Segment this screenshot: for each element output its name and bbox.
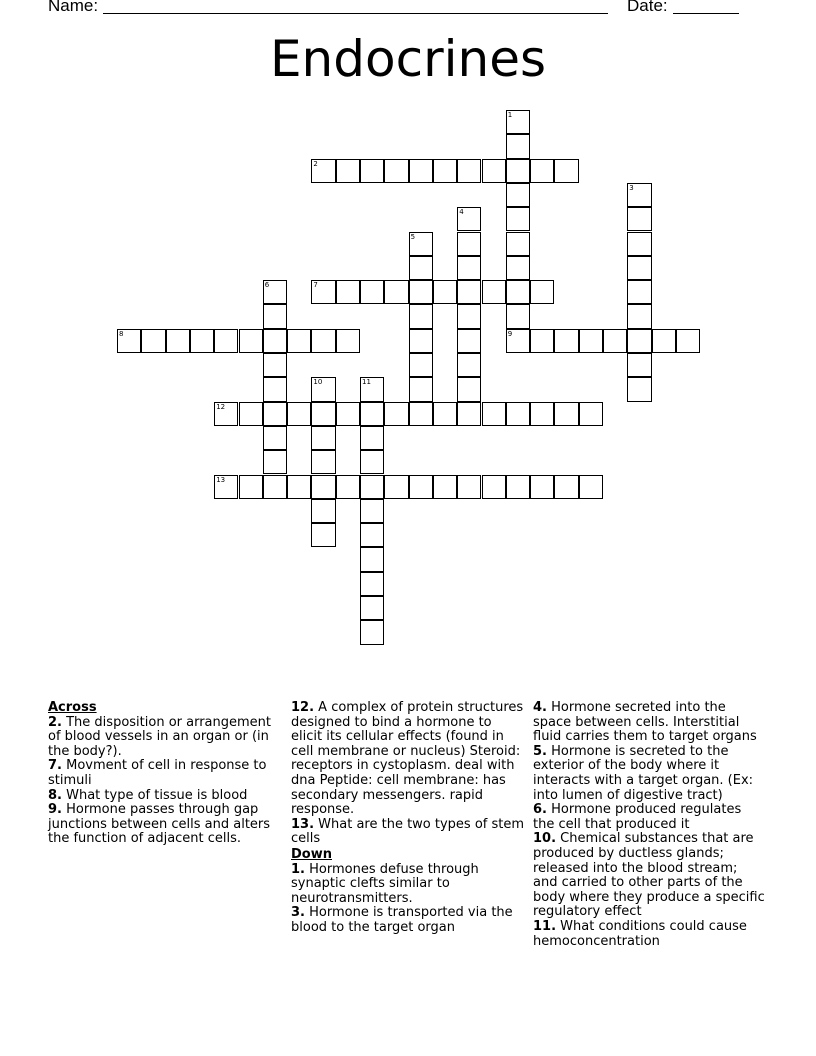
grid-cell[interactable] xyxy=(409,475,433,499)
grid-cell[interactable] xyxy=(627,377,651,401)
grid-cell[interactable] xyxy=(457,402,481,426)
grid-cell[interactable] xyxy=(482,402,506,426)
grid-cell[interactable] xyxy=(554,329,578,353)
grid-cell[interactable] xyxy=(506,207,530,231)
grid-cell[interactable] xyxy=(627,304,651,328)
grid-cell[interactable] xyxy=(263,353,287,377)
grid-cell[interactable] xyxy=(433,159,457,183)
grid-cell[interactable] xyxy=(627,232,651,256)
grid-cell[interactable] xyxy=(263,280,287,304)
grid-cell[interactable] xyxy=(311,280,335,304)
grid-cell[interactable] xyxy=(360,280,384,304)
clue-number: 13. xyxy=(291,816,315,832)
clue-across-12 xyxy=(291,701,525,818)
grid-cell[interactable] xyxy=(554,402,578,426)
grid-cell[interactable] xyxy=(336,402,360,426)
grid-cell[interactable] xyxy=(311,159,335,183)
grid-cell[interactable] xyxy=(384,280,408,304)
grid-cell[interactable] xyxy=(239,475,263,499)
grid-cell[interactable] xyxy=(287,475,311,499)
clue-number: 5. xyxy=(533,743,547,759)
clue-text: Hormone is secreted to the exterior of the body where it interacts with a target organ. (Ex: into lumen of digestive tract) xyxy=(533,743,754,803)
grid-cell[interactable] xyxy=(433,475,457,499)
grid-cell[interactable] xyxy=(409,304,433,328)
clue-down-6 xyxy=(533,803,765,832)
clue-number-label: 2 xyxy=(313,159,318,168)
clue-text: Hormones defuse through synaptic clefts similar to neurotransmitters. xyxy=(291,861,479,906)
grid-cell[interactable] xyxy=(457,159,481,183)
clue-text: The disposition or arrangement of blood vessels in an organ or (in the body?). xyxy=(48,714,271,759)
clue-down-10 xyxy=(533,832,765,920)
grid-cell[interactable] xyxy=(579,402,603,426)
grid-cell[interactable] xyxy=(627,256,651,280)
clue-number: 9. xyxy=(48,802,62,818)
clue-text: Hormone secreted into the space between cells. Interstitial fluid carries them to target organs xyxy=(533,700,757,745)
clue-column-3 xyxy=(533,701,765,949)
grid-cell[interactable] xyxy=(360,499,384,523)
clue-text: Hormone passes through gap junctions between cells and alters the function of adjacent cells. xyxy=(48,802,271,847)
clue-text: A complex of protein structures designed to bind a hormone to elicit its cellular effects (found in cell membrane or nucleus) Steroid: receptors in cystoplasm. deal with dna Peptide: cell membrane: has secondary messengers. rapid response. xyxy=(291,700,524,818)
grid-cell[interactable] xyxy=(457,475,481,499)
clue-number: 3. xyxy=(291,905,305,921)
clue-number: 11. xyxy=(533,918,557,934)
grid-cell[interactable] xyxy=(554,159,578,183)
clue-number-label: 11 xyxy=(362,378,371,387)
grid-cell[interactable] xyxy=(214,402,238,426)
grid-cell[interactable] xyxy=(263,426,287,450)
clue-number: 6. xyxy=(533,802,547,818)
clue-column-2 xyxy=(291,701,525,936)
grid-cell[interactable] xyxy=(409,377,433,401)
grid-cell[interactable] xyxy=(263,402,287,426)
grid-cell[interactable] xyxy=(457,207,481,231)
grid-cell[interactable] xyxy=(360,426,384,450)
clue-number: 4. xyxy=(533,700,547,715)
clue-column-1 xyxy=(48,701,280,847)
page-title: Endocrines xyxy=(269,30,547,88)
grid-cell[interactable] xyxy=(409,159,433,183)
grid-cell[interactable] xyxy=(263,450,287,474)
grid-cell[interactable] xyxy=(457,256,481,280)
grid-cell[interactable] xyxy=(384,475,408,499)
grid-cell[interactable] xyxy=(239,329,263,353)
clue-number-label: 12 xyxy=(216,402,226,411)
grid-cell[interactable] xyxy=(457,232,481,256)
grid-cell[interactable] xyxy=(311,499,335,523)
grid-cell[interactable] xyxy=(457,304,481,328)
grid-cell[interactable] xyxy=(579,329,603,353)
grid-cell[interactable] xyxy=(627,207,651,231)
clue-number: 7. xyxy=(48,758,62,774)
grid-cell[interactable] xyxy=(409,353,433,377)
down-heading: Down xyxy=(291,846,332,862)
clue-number-label: 13 xyxy=(216,475,226,484)
grid-cell[interactable] xyxy=(506,256,530,280)
clue-text: Hormone produced regulates the cell that produced it xyxy=(533,802,742,832)
clue-text: Hormone is transported via the blood to the target organ xyxy=(291,905,513,935)
grid-cell[interactable] xyxy=(627,329,651,353)
clue-number-label: 1 xyxy=(507,111,513,119)
grid-cell[interactable] xyxy=(409,256,433,280)
grid-cell[interactable] xyxy=(384,402,408,426)
clue-number-label: 6 xyxy=(264,281,270,290)
grid-cell[interactable] xyxy=(360,377,384,401)
grid-cell[interactable] xyxy=(409,232,433,256)
grid-cell[interactable] xyxy=(311,450,335,474)
clue-down-1 xyxy=(291,863,525,907)
clue-number: 12. xyxy=(291,700,315,715)
grid-cell[interactable] xyxy=(554,475,578,499)
grid-cell[interactable] xyxy=(627,183,651,207)
grid-cell[interactable] xyxy=(263,304,287,328)
clue-down-3 xyxy=(291,906,525,935)
grid-cell[interactable] xyxy=(311,377,335,401)
grid-cell[interactable] xyxy=(360,547,384,571)
grid-cell[interactable] xyxy=(360,523,384,547)
grid-cell[interactable] xyxy=(506,134,530,158)
clue-number: 2. xyxy=(48,714,62,730)
clue-number: 8. xyxy=(48,787,62,803)
grid-cell[interactable] xyxy=(506,475,530,499)
grid-cell[interactable] xyxy=(506,159,530,183)
grid-cell[interactable] xyxy=(311,475,335,499)
grid-cell[interactable] xyxy=(166,329,190,353)
grid-cell[interactable] xyxy=(360,572,384,596)
grid-cell[interactable] xyxy=(506,183,530,207)
grid-cell[interactable] xyxy=(457,329,481,353)
grid-cell[interactable] xyxy=(336,329,360,353)
clue-down-11 xyxy=(533,920,765,949)
grid-cell[interactable] xyxy=(506,402,530,426)
grid-cell[interactable] xyxy=(360,159,384,183)
grid-cell[interactable] xyxy=(360,450,384,474)
grid-cell[interactable] xyxy=(433,402,457,426)
grid-cell[interactable] xyxy=(457,353,481,377)
grid-cell[interactable] xyxy=(506,280,530,304)
grid-cell[interactable] xyxy=(506,110,530,134)
grid-cell[interactable] xyxy=(360,475,384,499)
clue-text: Chemical substances that are produced by ductless glands; released into the blood stream; and carried to other parts of the body where they produce a specific regulatory effect xyxy=(533,831,765,920)
grid-cell[interactable] xyxy=(190,329,214,353)
clue-number-label: 9 xyxy=(507,329,513,338)
grid-cell[interactable] xyxy=(336,475,360,499)
grid-cell[interactable] xyxy=(263,377,287,401)
grid-cell[interactable] xyxy=(409,329,433,353)
across-heading: Across xyxy=(48,700,97,715)
grid-cell[interactable] xyxy=(263,329,287,353)
clue-number-label: 7 xyxy=(313,281,318,290)
grid-cell[interactable] xyxy=(311,426,335,450)
grid-cell[interactable] xyxy=(506,329,530,353)
grid-cell[interactable] xyxy=(433,280,457,304)
grid-cell[interactable] xyxy=(627,280,651,304)
grid-cell[interactable] xyxy=(311,523,335,547)
clue-down-4 xyxy=(533,701,765,745)
grid-cell[interactable] xyxy=(530,475,554,499)
grid-cell[interactable] xyxy=(603,329,627,353)
clue-number-label: 10 xyxy=(313,378,323,387)
grid-cell[interactable] xyxy=(336,159,360,183)
clue-number-label: 5 xyxy=(410,232,416,241)
grid-cell[interactable] xyxy=(530,329,554,353)
clue-number-label: 4 xyxy=(459,208,464,217)
grid-cell[interactable] xyxy=(287,402,311,426)
clue-number-label: 8 xyxy=(119,329,124,338)
clue-text: Movment of cell in response to stimuli xyxy=(48,758,267,788)
grid-cell[interactable] xyxy=(482,475,506,499)
col1-clues xyxy=(48,716,280,847)
grid-cell[interactable] xyxy=(409,402,433,426)
grid-cell[interactable] xyxy=(360,596,384,620)
grid-cell[interactable] xyxy=(214,475,238,499)
clue-across-8 xyxy=(48,789,280,804)
grid-cell[interactable] xyxy=(482,159,506,183)
clue-across-2 xyxy=(48,716,280,760)
grid-cell[interactable] xyxy=(263,475,287,499)
clue-number-label: 3 xyxy=(629,183,634,192)
clue-number: 1. xyxy=(291,861,305,877)
clue-text: What type of tissue is blood xyxy=(61,787,248,803)
clue-across-7 xyxy=(48,759,280,788)
grid-cell[interactable] xyxy=(457,280,481,304)
grid-cell[interactable] xyxy=(287,329,311,353)
grid-cell[interactable] xyxy=(530,159,554,183)
grid-cell[interactable] xyxy=(457,377,481,401)
grid-cell[interactable] xyxy=(482,280,506,304)
clue-across-13 xyxy=(291,818,525,847)
name-label: Name: xyxy=(48,0,99,15)
down-heading-wrap xyxy=(291,848,525,863)
grid-cell[interactable] xyxy=(384,159,408,183)
grid-cell[interactable] xyxy=(311,402,335,426)
grid-cell[interactable] xyxy=(336,280,360,304)
date-label: Date: xyxy=(627,0,668,15)
grid-cell[interactable] xyxy=(311,329,335,353)
grid-cell[interactable] xyxy=(239,402,263,426)
grid-cell[interactable] xyxy=(676,329,700,353)
clue-number: 10. xyxy=(533,831,557,847)
grid-cell[interactable] xyxy=(141,329,165,353)
grid-cell[interactable] xyxy=(627,353,651,377)
clue-text: What are the two types of stem cells xyxy=(291,816,525,847)
grid-cell[interactable] xyxy=(506,304,530,328)
grid-cell[interactable] xyxy=(117,329,141,353)
grid-cell[interactable] xyxy=(652,329,676,353)
grid-cell[interactable] xyxy=(214,329,238,353)
grid-cell[interactable] xyxy=(530,402,554,426)
clue-down-5 xyxy=(533,745,765,803)
grid-cell[interactable] xyxy=(506,232,530,256)
clue-text: What conditions could cause hemoconcentration xyxy=(533,918,747,949)
grid-cell[interactable] xyxy=(530,280,554,304)
grid-cell[interactable] xyxy=(360,620,384,644)
grid-cell[interactable] xyxy=(360,402,384,426)
grid-cell[interactable] xyxy=(579,475,603,499)
clue-across-9 xyxy=(48,803,280,847)
grid-cell[interactable] xyxy=(409,280,433,304)
